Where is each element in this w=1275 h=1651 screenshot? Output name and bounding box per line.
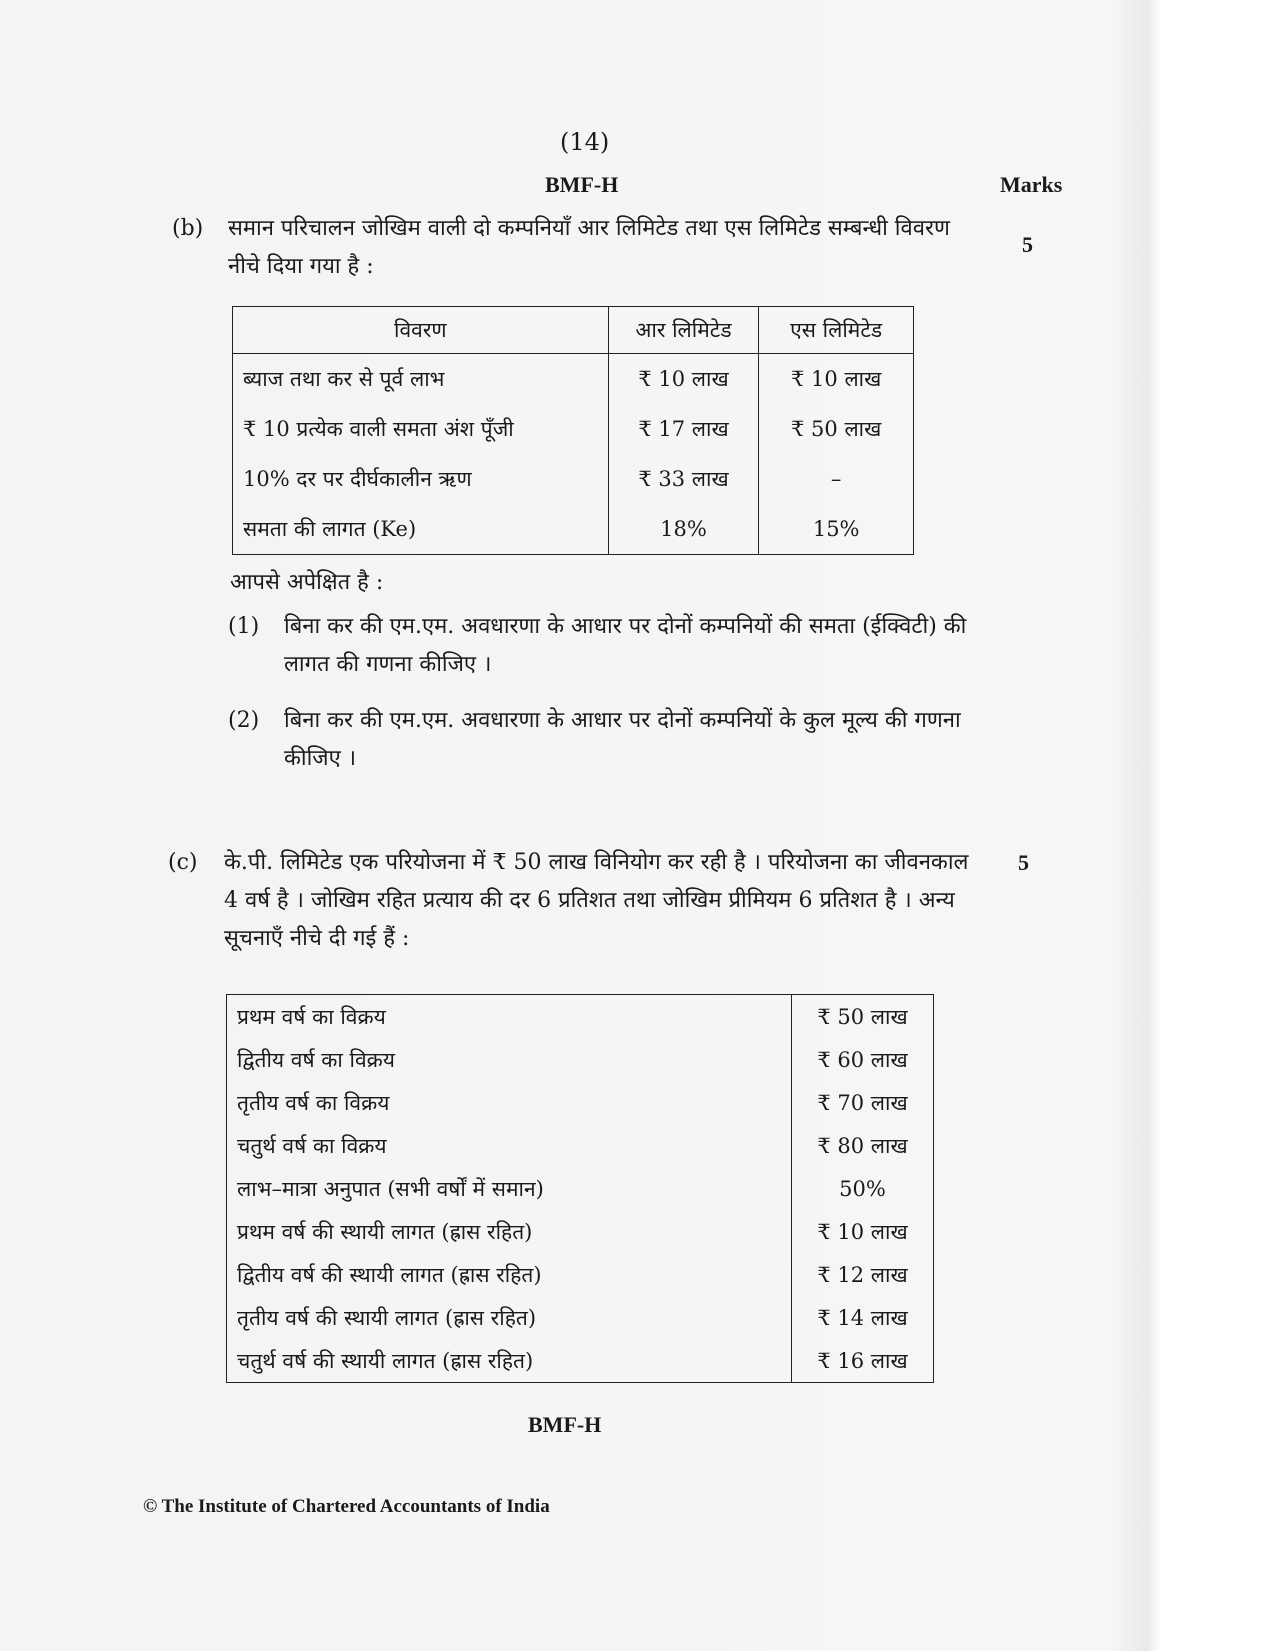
table-cell: चतुर्थ वर्ष का विक्रय	[227, 1124, 792, 1167]
column-header: आर लिमिटेड	[608, 307, 759, 354]
table-cell: ₹ 12 लाख	[817, 1262, 908, 1287]
table-row	[227, 1339, 934, 1383]
table-row	[227, 1081, 934, 1124]
table-cell: ब्याज तथा कर से पूर्व लाभ	[233, 354, 609, 405]
question-b-marks: 5	[1022, 232, 1033, 257]
table-cell: ₹ 60 लाख	[817, 1047, 908, 1072]
table-row	[227, 1210, 934, 1253]
question-b-label: (b)	[172, 216, 204, 241]
table-row	[233, 454, 914, 504]
column-header: विवरण	[233, 307, 609, 354]
table-cell: –	[759, 454, 914, 504]
table-row	[227, 995, 934, 1039]
table-cell: लाभ–मात्रा अनुपात (सभी वर्षों में समान)	[227, 1167, 792, 1210]
table-row	[227, 1296, 934, 1339]
sub-question-1-text: बिना कर की एम.एम. अवधारणा के आधार पर दोनों कम्पनियों की समता (ईक्विटी) की लागत की गणना कीजिए ।	[284, 614, 967, 677]
table-cell: प्रथम वर्ष का विक्रय	[227, 995, 792, 1039]
table-cell: ₹ 70 लाख	[817, 1090, 908, 1115]
table-cell: द्वितीय वर्ष का विक्रय	[227, 1038, 792, 1081]
marks-heading: Marks	[1000, 172, 1063, 197]
table-cell: 18%	[608, 504, 759, 555]
table-cell: चतुर्थ वर्ष की स्थायी लागत (ह्रास रहित)	[227, 1339, 792, 1383]
question-c-table	[226, 994, 934, 1383]
table-row	[227, 1253, 934, 1296]
table-cell: 50%	[839, 1176, 886, 1201]
table-cell: द्वितीय वर्ष की स्थायी लागत (ह्रास रहित)	[227, 1253, 792, 1296]
table-cell: तृतीय वर्ष का विक्रय	[227, 1081, 792, 1124]
question-c-intro: के.पी. लिमिटेड एक परियोजना में ₹ 50 लाख विनियोग कर रही है । परियोजना का जीवनकाल 4 वर्ष है । जोखिम रहित प्रत्याय की दर 6 प्रतिशत तथा जोखिम प्रीमियम 6 प्रतिशत है । अन्य सूचनाएँ नीचे दी गई हैं :	[224, 850, 969, 951]
table-cell: 10% दर पर दीर्घकालीन ऋण	[233, 454, 609, 504]
table-row	[227, 1124, 934, 1167]
table-cell: ₹ 16 लाख	[817, 1348, 908, 1373]
table-cell: ₹ 17 लाख	[608, 404, 759, 454]
column-header: एस लिमिटेड	[759, 307, 914, 354]
table-cell: समता की लागत (Ke)	[233, 504, 609, 555]
question-c-label: (c)	[168, 850, 198, 875]
question-c-marks: 5	[1018, 850, 1029, 875]
table-row	[227, 1167, 934, 1210]
table-cell: ₹ 50 लाख	[759, 404, 914, 454]
table-row	[227, 1038, 934, 1081]
table-cell: ₹ 10 लाख	[817, 1219, 908, 1244]
page-number: (14)	[560, 128, 610, 156]
copyright-notice: © The Institute of Chartered Accountants of India	[143, 1496, 550, 1517]
table-cell: ₹ 33 लाख	[608, 454, 759, 504]
sub-question-2-label: (2)	[228, 708, 260, 733]
table-cell: ₹ 10 प्रत्येक वाली समता अंश पूँजी	[233, 404, 609, 454]
question-b-table	[232, 306, 914, 555]
sub-question-1-label: (1)	[228, 614, 260, 639]
table-cell: प्रथम वर्ष की स्थायी लागत (ह्रास रहित)	[227, 1210, 792, 1253]
table-cell: ₹ 10 लाख	[608, 354, 759, 405]
paper-code-footer: BMF-H	[528, 1412, 602, 1437]
table-row	[233, 404, 914, 454]
sub-question-2-text: बिना कर की एम.एम. अवधारणा के आधार पर दोनों कम्पनियों के कुल मूल्य की गणना कीजिए ।	[284, 708, 961, 771]
table-cell: ₹ 80 लाख	[817, 1133, 908, 1158]
table-cell: ₹ 10 लाख	[759, 354, 914, 405]
paper-code-header: BMF-H	[545, 172, 619, 197]
table-header-row	[233, 307, 914, 354]
table-cell: ₹ 50 लाख	[817, 1004, 908, 1029]
table-cell: ₹ 14 लाख	[817, 1305, 908, 1330]
question-b-intro: समान परिचालन जोखिम वाली दो कम्पनियाँ आर लिमिटेड तथा एस लिमिटेड सम्बन्धी विवरण नीचे दिया गया है :	[228, 216, 950, 279]
table-row	[233, 504, 914, 555]
table-row	[233, 354, 914, 405]
table-cell: तृतीय वर्ष की स्थायी लागत (ह्रास रहित)	[227, 1296, 792, 1339]
table-cell: 15%	[759, 504, 914, 555]
required-label: आपसे अपेक्षित है :	[230, 570, 384, 595]
